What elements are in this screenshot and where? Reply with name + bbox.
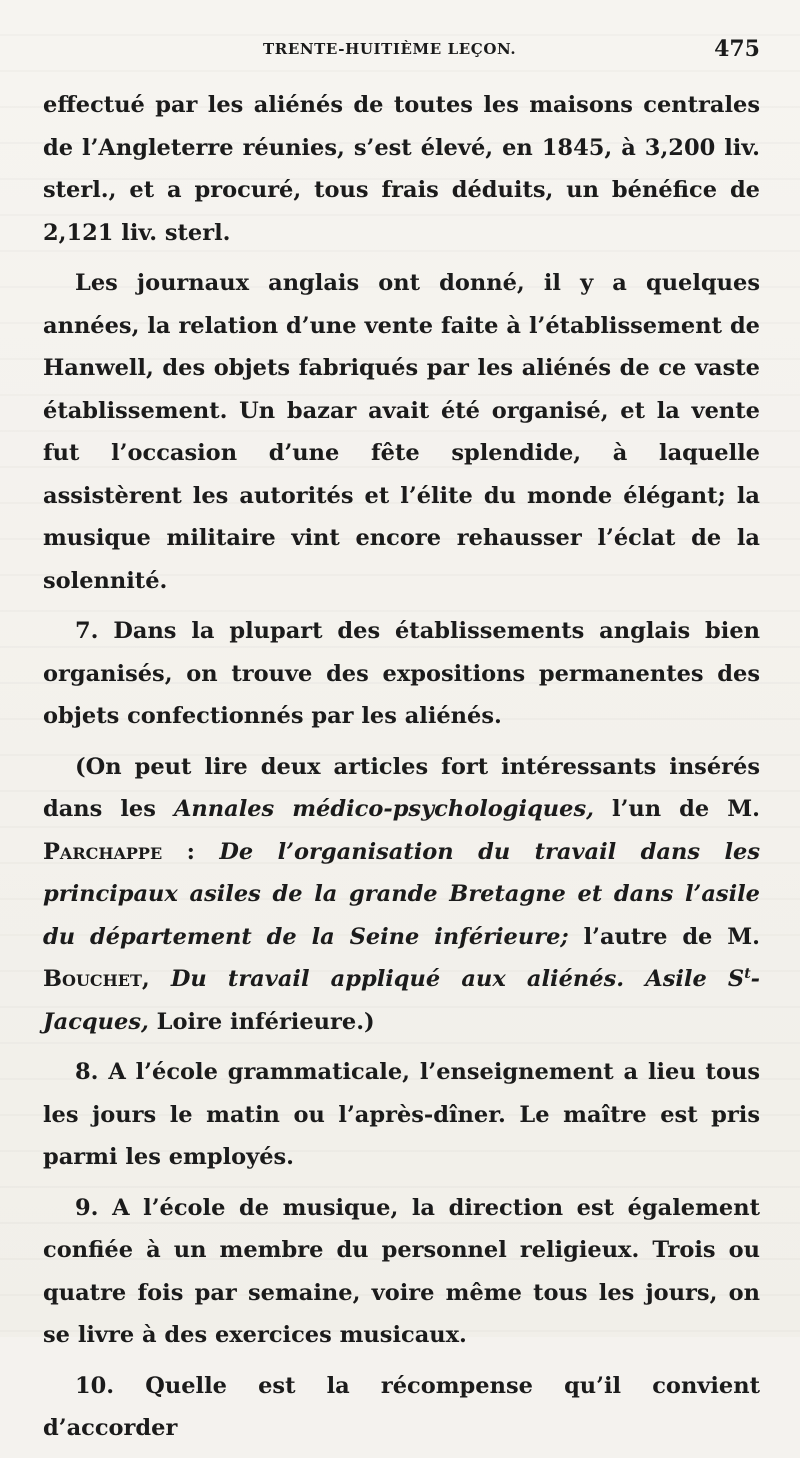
p4-article-title-2b: -Jacques, [43, 966, 760, 1035]
p4-text-2: l’un de M. [593, 796, 760, 822]
running-head: TRENTE-HUITIÈME LEÇON. [263, 40, 517, 58]
paragraph-3: 7. Dans la plupart des établissements anglais bien organisés, on trouve des expositions permanentes des objets confectionnés par les aliénés. [43, 618, 760, 729]
paragraph-1: effectué par les aliénés de toutes les maisons centrales de l’Angleterre réunies, s’est élevé, en 1845, à 3,200 liv. sterl., et a procuré, tous frais déduits, un bénéfice de 2,121 liv. sterl. [43, 92, 760, 246]
body-text [43, 84, 760, 1458]
p4-text-6: Loire inférieure.) [148, 1008, 375, 1035]
p4-text-5: , [141, 966, 171, 992]
p4-author-bouchet: Bouchet [43, 966, 142, 992]
p4-article-title-1: De l’organisation du travail dans les principaux asiles de la grande Bretagne et dans l’asile du département de la Seine inférieure; [43, 838, 760, 950]
paragraph-2: Les journaux anglais ont donné, il y a quelques années, la relation d’une vente faite à l’établissement de Hanwell, des objets fabriqués par les aliénés de ce vaste établissement. Un bazar avait été organisé, et la vente fut l’occasion d’une fête splendide, à laquelle assistèrent les autorités et l’élite du monde élégant; la musique militaire vint encore rehausser l’éclat de la solennité. [43, 270, 760, 594]
paragraph-5: 8. A l’école grammaticale, l’enseignement a lieu tous les jours le matin ou l’après-dîner. Le maître est pris parmi les employés. [43, 1059, 760, 1170]
paragraph-6: 9. A l’école de musique, la direction est également confiée à un membre du personnel religieux. Trois ou quatre fois par semaine, voire même tous les jours, on se livre à des exercices musicaux. [43, 1194, 760, 1348]
p4-text-1: (On peut lire deux articles fort intéressants insérés dans les [43, 753, 760, 822]
page-header [43, 34, 760, 66]
page-number: 475 [714, 36, 760, 62]
paragraph-7: 10. Quelle est la récompense qu’il convient d’accorder [43, 1372, 760, 1441]
p4-text-4: l’autre de M. [568, 923, 760, 950]
p4-author-parchappe: Parchappe [43, 838, 163, 865]
p4-text-3: : [162, 838, 220, 865]
p4-article-title-2a: Du travail appliqué aux aliénés. Asile S [170, 966, 745, 992]
paragraph-4 [43, 746, 760, 1044]
p4-journal-title: Annales médico-psychologiques, [173, 796, 594, 822]
p4-superscript-t: t [744, 966, 751, 982]
